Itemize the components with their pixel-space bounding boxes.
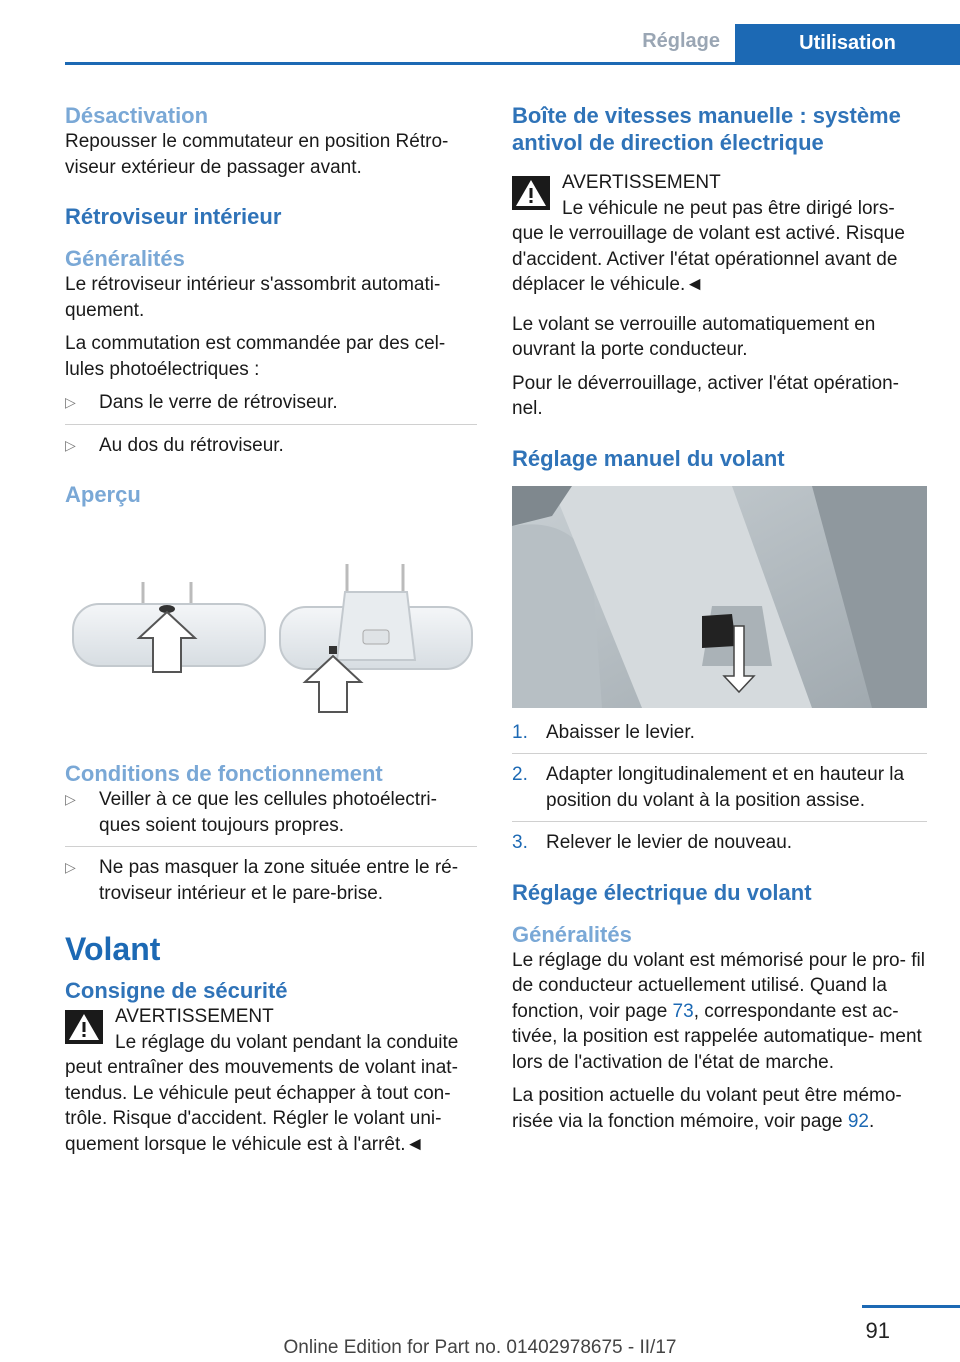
- warning-text: Le réglage du volant pendant la conduite peut entraîner des mouvements de volant inat- tendus. Le véhicule peut échapper à tout con- trôle. Risque d'accident. Régler le volant uni- quement lorsque le véhicule est à l'arrêt.◄: [65, 1031, 459, 1155]
- reglage-electrique-heading: Réglage électrique du volant: [512, 879, 812, 905]
- left-column: [65, 102, 477, 1165]
- generalites-text-2: La commutation est commandée par des cel- lules photoélectriques :: [65, 333, 446, 380]
- generalites-text-1: Le rétroviseur intérieur s'assombrit automati- quement.: [65, 274, 441, 321]
- footer-rule: [862, 1305, 960, 1308]
- page-link-92[interactable]: 92: [847, 1110, 869, 1132]
- deverrouillage-text: Pour le déverrouillage, activer l'état opération- nel.: [512, 372, 900, 419]
- warning-label: AVERTISSEMENT: [115, 1006, 274, 1027]
- warning-icon: [512, 176, 550, 210]
- warning-text: Le véhicule ne peut pas être dirigé lors- que le verrouillage de volant est activé. Risque d'accident. Activer l'état opérationnel avant de déplacer le véhicule.◄: [512, 197, 905, 295]
- step-number: 2.: [512, 764, 528, 785]
- memorisation-text: Le réglage du volant est mémorisé pour le pro- fil de conducteur actuellement utilisé. Quand la fonction, voir page 73, correspondante est ac- tivée, la position est rappelée automatique- ment lors de l'activation de l'état de marche.: [512, 949, 925, 1073]
- step-item: [512, 830, 927, 856]
- securite-heading: Consigne de sécurité: [65, 978, 288, 1003]
- desactivation-heading: Désactivation: [65, 103, 209, 128]
- generalites-heading: Généralités: [512, 921, 632, 947]
- boite-heading: Boîte de vitesses manuelle : système antivol de direction électrique: [512, 103, 901, 155]
- steering-lever-photo: [512, 486, 927, 708]
- page-number: 91: [865, 1318, 890, 1343]
- step-item: [512, 762, 927, 813]
- verrouillage-text: Le volant se verrouille automatiquement en ouvrant la porte conducteur.: [512, 313, 876, 360]
- apercu-heading: Aperçu: [65, 482, 141, 507]
- bullet-item: ▷ Au dos du rétroviseur.: [65, 433, 477, 459]
- header-bar: [65, 24, 960, 65]
- step-text: Adapter longitudinalement et en hauteur la position du volant à la position assise.: [546, 764, 905, 811]
- conditions-heading: Conditions de fonctionnement: [65, 761, 383, 786]
- step-number: 1.: [512, 721, 528, 743]
- edition-footer: Online Edition for Part no. 01402978675 - II/17: [283, 1337, 677, 1358]
- bullet-item: ▷ Dans le verre de rétroviseur.: [65, 390, 477, 416]
- step-text: Relever le levier de nouveau.: [546, 832, 793, 853]
- step-text: Abaisser le levier.: [546, 721, 695, 743]
- warning-icon: [65, 1010, 103, 1044]
- retroviseur-heading: Rétroviseur intérieur: [65, 204, 282, 229]
- step-number: 3.: [512, 832, 528, 853]
- bullet-item: ▷ Veiller à ce que les cellules photoélectri- ques soient toujours propres.: [65, 787, 477, 838]
- bullet-item: ▷ Ne pas masquer la zone située entre le ré- troviseur intérieur et le pare-brise.: [65, 855, 477, 906]
- step-item: [512, 720, 927, 746]
- tab-reglage[interactable]: Réglage: [642, 30, 720, 52]
- right-column: [512, 102, 927, 1142]
- page-link-73[interactable]: 73: [672, 1000, 694, 1022]
- reglage-manuel-heading: Réglage manuel du volant: [512, 445, 785, 471]
- warning-label: AVERTISSEMENT: [562, 172, 721, 193]
- warning-block: [65, 1004, 477, 1157]
- memoire-text: La position actuelle du volant peut être mémo- risée via la fonction mémoire, voir page 92.: [512, 1085, 902, 1132]
- generalites-heading: Généralités: [65, 246, 185, 271]
- tab-utilisation[interactable]: Utilisation: [735, 24, 960, 62]
- mirror-illustration: [65, 512, 477, 752]
- desactivation-text: Repousser le commutateur en position Rétro- viseur extérieur de passager avant.: [65, 131, 449, 178]
- volant-heading: Volant: [65, 931, 161, 967]
- warning-block: [512, 170, 927, 298]
